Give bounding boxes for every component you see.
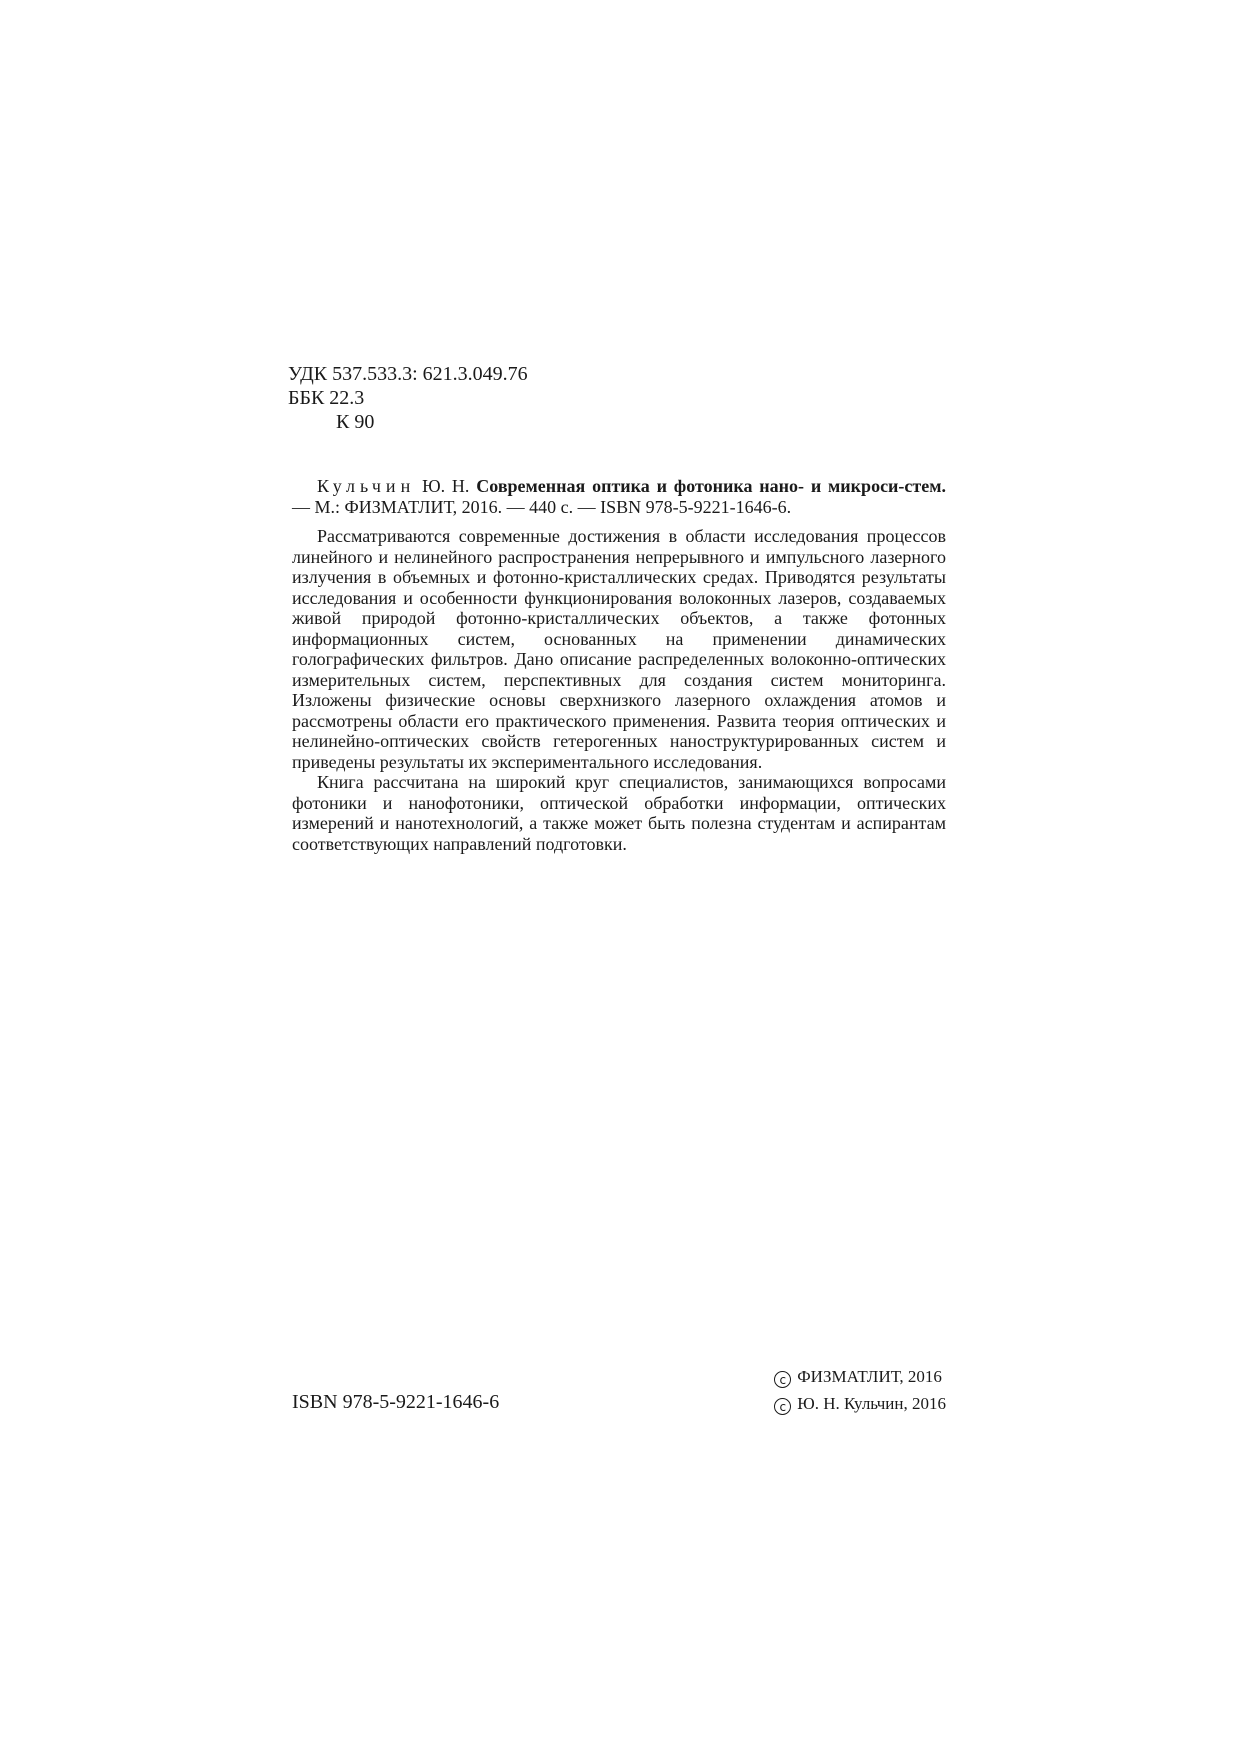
book-title: Современная оптика и фотоника нано- и микроси-стем. — [476, 476, 946, 496]
author-mark: К 90 — [336, 411, 375, 433]
classification-block — [288, 362, 528, 434]
bibliographic-record — [292, 476, 946, 518]
isbn-number: ISBN 978-5-9221-1646-6 — [292, 1391, 500, 1413]
copyright-author — [774, 1390, 946, 1417]
author-initials: Ю. Н. — [422, 476, 470, 496]
copyright-block — [774, 1363, 946, 1417]
abstract-paragraph-1: Рассматриваются современные достижения в области исследования процессов линейного и нелинейного распространения непрерывного и импульсного лазерного излучения в объемных и фотонно-кристаллических средах. Приводятся результаты исследования и особенности функционирования волоконных лазеров, создаваемых живой природой фотонно-кристаллических объектов, а также фотонных информационных систем, основанных на применении динамических голографических фильтров. Дано описание распределенных волоконно-оптических измерительных систем, перспективных для создания систем мониторинга. Изложены физические основы сверхнизкого лазерного охлаждения атомов и рассмотрены области его практического применения. Развита теория оптических и нелинейно-оптических свойств гетерогенных наноструктурированных систем и приведены результаты их экспериментального исследования. — [292, 526, 946, 772]
abstract-paragraph-2: Книга рассчитана на широкий круг специалистов, занимающихся вопросами фотоники и нанофотоники, оптической обработки информации, оптических измерений и нанотехнологий, а также может быть полезна студентам и аспирантам соответствующих направлений подготовки. — [292, 772, 946, 854]
copyright-publisher — [774, 1363, 946, 1390]
bbk-code: ББК 22.3 — [288, 387, 365, 409]
copyright-icon: c — [774, 1398, 791, 1415]
publication-details: — М.: ФИЗМАТЛИТ, 2016. — 440 с. — ISBN 978-5-9221-1646-6. — [292, 497, 792, 517]
copyright-icon: c — [774, 1371, 791, 1388]
author-surname: Кульчин — [317, 476, 416, 496]
udk-code: УДК 537.533.3: 621.3.049.76 — [288, 363, 528, 385]
copyright-publisher-text: ФИЗМАТЛИТ, 2016 — [797, 1367, 942, 1386]
abstract — [292, 526, 946, 854]
copyright-author-text: Ю. Н. Кульчин, 2016 — [797, 1394, 946, 1413]
